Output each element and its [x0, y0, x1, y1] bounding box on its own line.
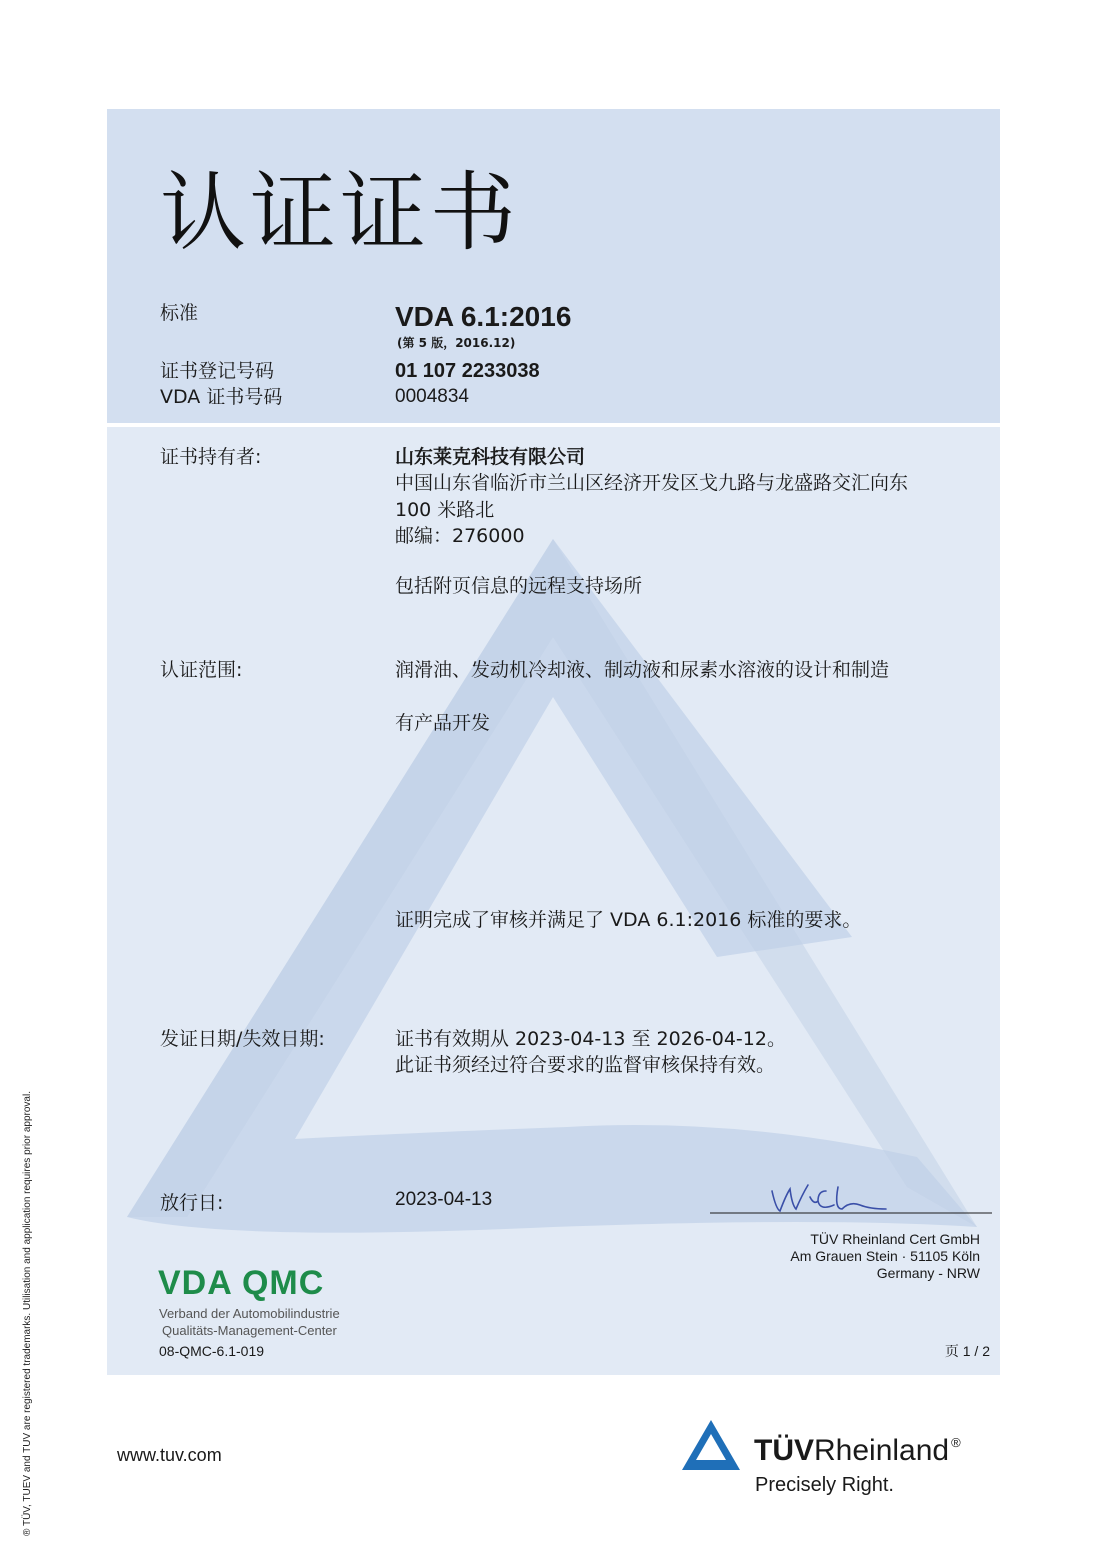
holder-address-line2: 100 米路北: [395, 499, 495, 521]
issue-date: 2023-04-13: [395, 1189, 493, 1210]
standard-label: 标准: [160, 302, 199, 324]
trademark-note: ® TÜV, TUEV and TUV are registered trademarks. Utilisation and application requires prior approval.: [22, 1091, 33, 1536]
standard-value: VDA 6.1:2016: [395, 301, 572, 332]
standard-edition: (第 5 版，2016.12): [397, 336, 516, 350]
issue-label: 放行日:: [160, 1192, 224, 1214]
tuv-triangle-icon: [680, 1418, 742, 1474]
holder-name: 山东莱克科技有限公司: [395, 446, 586, 468]
scope-line2: 有产品开发: [395, 712, 491, 734]
registered-mark: ®: [951, 1435, 961, 1450]
vda-qmc-logo: VDA QMC: [158, 1264, 325, 1302]
scope-label: 认证范围:: [160, 659, 243, 681]
issuer-name: TÜV Rheinland Cert GmbH: [810, 1231, 980, 1247]
form-code: 08-QMC-6.1-019: [159, 1343, 265, 1359]
validity-line2: 此证书须经过符合要求的监督审核保持有效。: [395, 1054, 776, 1076]
holder-postcode: 邮编：276000: [395, 525, 525, 547]
page-number: 页 1 / 2: [944, 1343, 990, 1359]
signature: [710, 1175, 992, 1220]
vda-cert-label: VDA 证书号码: [160, 386, 283, 408]
holder-remote-sites: 包括附页信息的远程支持场所: [395, 575, 643, 597]
vda-cert-number: 0004834: [395, 386, 469, 407]
registration-label: 证书登记号码: [160, 360, 275, 382]
validity-label: 发证日期/失效日期:: [160, 1028, 325, 1050]
holder-address-line1: 中国山东省临沂市兰山区经济开发区戈九路与龙盛路交汇向东: [395, 472, 909, 494]
vda-qmc-line2: Qualitäts-Management-Center: [162, 1323, 337, 1338]
registration-number: 01 107 2233038: [395, 360, 540, 382]
tuv-slogan: Precisely Right.: [755, 1474, 894, 1496]
validity-line1: 证书有效期从 2023-04-13 至 2026-04-12。: [395, 1028, 786, 1050]
tuv-wordmark-bold: TÜV: [754, 1434, 814, 1467]
tuv-wordmark-regular: Rheinland: [814, 1434, 950, 1467]
tuv-wordmark: [754, 1436, 961, 1466]
holder-label: 证书持有者:: [160, 446, 262, 468]
website-link[interactable]: www.tuv.com: [117, 1445, 222, 1465]
issuer-country: Germany - NRW: [876, 1265, 980, 1281]
vda-qmc-line1: Verband der Automobilindustrie: [159, 1306, 340, 1321]
certificate-title: 认证证书: [160, 163, 520, 263]
scope-line1: 润滑油、发动机冷却液、制动液和尿素水溶液的设计和制造: [395, 659, 890, 681]
conformity-statement: 证明完成了审核并满足了 VDA 6.1:2016 标准的要求。: [395, 909, 862, 931]
issuer-street: Am Grauen Stein · 51105 Köln: [790, 1248, 980, 1264]
